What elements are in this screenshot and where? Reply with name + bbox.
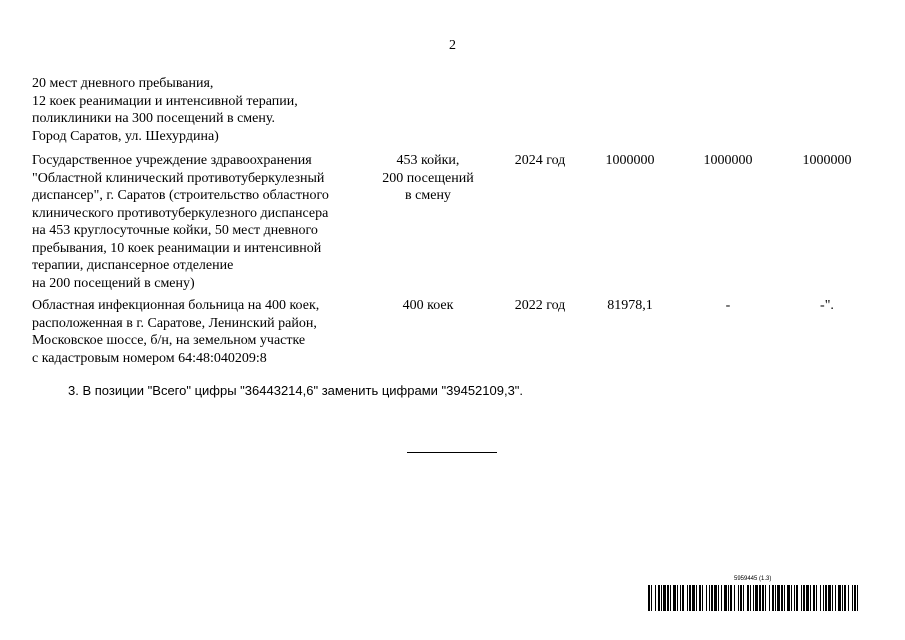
barcode-bar [648, 585, 650, 611]
row-facility-name: Областная инфекционная больница на 400 коек, расположенная в г. Саратове, Ленинский район, Московское шоссе, б/н, на земельном участке с кадастровым номером 64:48:040209:8 [32, 298, 320, 366]
barcode-label: 5959445 (1.3) [734, 576, 772, 582]
barcode-bar [832, 585, 833, 611]
barcode-bar [721, 585, 722, 611]
barcode-bar [857, 585, 858, 611]
row-value-1: 1000000 [605, 153, 655, 168]
barcode-bar [738, 585, 739, 611]
barcode-bar [791, 585, 792, 611]
barcode-bar [796, 585, 798, 611]
barcode-bar [848, 585, 849, 611]
row-capacity: 453 койки, 200 посещений в смену [382, 153, 474, 203]
barcode-bar [769, 585, 770, 611]
amendment-paragraph: 3. В позиции "Всего" цифры "36443214,6" заменить цифрами "39452109,3". [68, 383, 524, 398]
row-value-2: - [725, 298, 731, 313]
barcode-bar [696, 585, 697, 611]
row-facility-name: Государственное учреждение здравоохранения "Областной клинический противотуберкулезный диспансер", г. Саратов (строительство областного клинического противотуберкулезного диспансера на 453 круглосуточные койки, 50 мест дневного пребывания, 10 коек реанимации и интенсивной терапии, диспансерное отделение на 200 посещений в смену) [32, 153, 329, 291]
barcode-bar [661, 585, 662, 611]
row-value-1: 81978,1 [607, 298, 653, 313]
barcode-bar [823, 585, 824, 611]
end-divider-line [407, 452, 497, 453]
barcode-bar [740, 585, 742, 611]
barcode-bar [838, 585, 841, 611]
barcode-bar [670, 585, 671, 611]
barcode-bar [730, 585, 732, 611]
page-number: 2 [449, 38, 456, 53]
barcode-bar [680, 585, 681, 611]
barcode-bar [734, 585, 735, 611]
barcode-bar [775, 585, 776, 611]
barcode-bar [806, 585, 809, 611]
continuation-text: 20 мест дневного пребывания, 12 коек реанимации и интенсивной терапии, поликлиники на 300 посещений в смену. Город Саратов, ул. Шехурдина) [32, 76, 298, 144]
barcode-bar [813, 585, 815, 611]
barcode-bar [816, 585, 817, 611]
barcode-bar [728, 585, 729, 611]
barcode-bar [711, 585, 713, 611]
barcode-bar [699, 585, 701, 611]
barcode-bar [692, 585, 695, 611]
barcode-bar [781, 585, 783, 611]
row-year: 2024 год [514, 153, 566, 168]
barcode-bar [759, 585, 761, 611]
barcode-bar [689, 585, 691, 611]
barcode-bar [854, 585, 856, 611]
barcode-icon [648, 585, 858, 611]
row-capacity: 400 коек [402, 298, 454, 313]
barcode-bar [772, 585, 774, 611]
barcode-bar [709, 585, 710, 611]
barcode-bar [702, 585, 703, 611]
barcode-bar [835, 585, 836, 611]
row-value-3: -". [820, 298, 834, 313]
barcode-bar [743, 585, 744, 611]
barcode-bar [820, 585, 821, 611]
barcode-bar [844, 585, 846, 611]
barcode-bar [651, 585, 652, 611]
barcode-bar [706, 585, 707, 611]
barcode-bar [777, 585, 780, 611]
barcode-bar [787, 585, 790, 611]
barcode-bar [810, 585, 811, 611]
barcode-bar [682, 585, 684, 611]
barcode-bar [762, 585, 764, 611]
barcode-bar [755, 585, 758, 611]
barcode-bar [801, 585, 802, 611]
barcode-bar [724, 585, 727, 611]
barcode-bar [803, 585, 805, 611]
document-barcode [648, 576, 858, 612]
barcode-bar [658, 585, 660, 611]
barcode-bar [842, 585, 843, 611]
barcode-bar [747, 585, 749, 611]
barcode-bar [794, 585, 795, 611]
barcode-bar [673, 585, 676, 611]
barcode-bar [753, 585, 754, 611]
row-value-2: 1000000 [703, 153, 753, 168]
barcode-bar [825, 585, 827, 611]
barcode-bar [852, 585, 853, 611]
row-year: 2022 год [514, 298, 566, 313]
barcode-bar [750, 585, 751, 611]
barcode-bar [714, 585, 717, 611]
barcode-bar [784, 585, 785, 611]
barcode-bar [687, 585, 688, 611]
barcode-bar [667, 585, 669, 611]
barcode-bar [765, 585, 766, 611]
row-value-3: 1000000 [802, 153, 852, 168]
barcode-bar [718, 585, 719, 611]
barcode-bar [655, 585, 656, 611]
barcode-bar [663, 585, 666, 611]
barcode-bar [677, 585, 678, 611]
barcode-bar [828, 585, 831, 611]
